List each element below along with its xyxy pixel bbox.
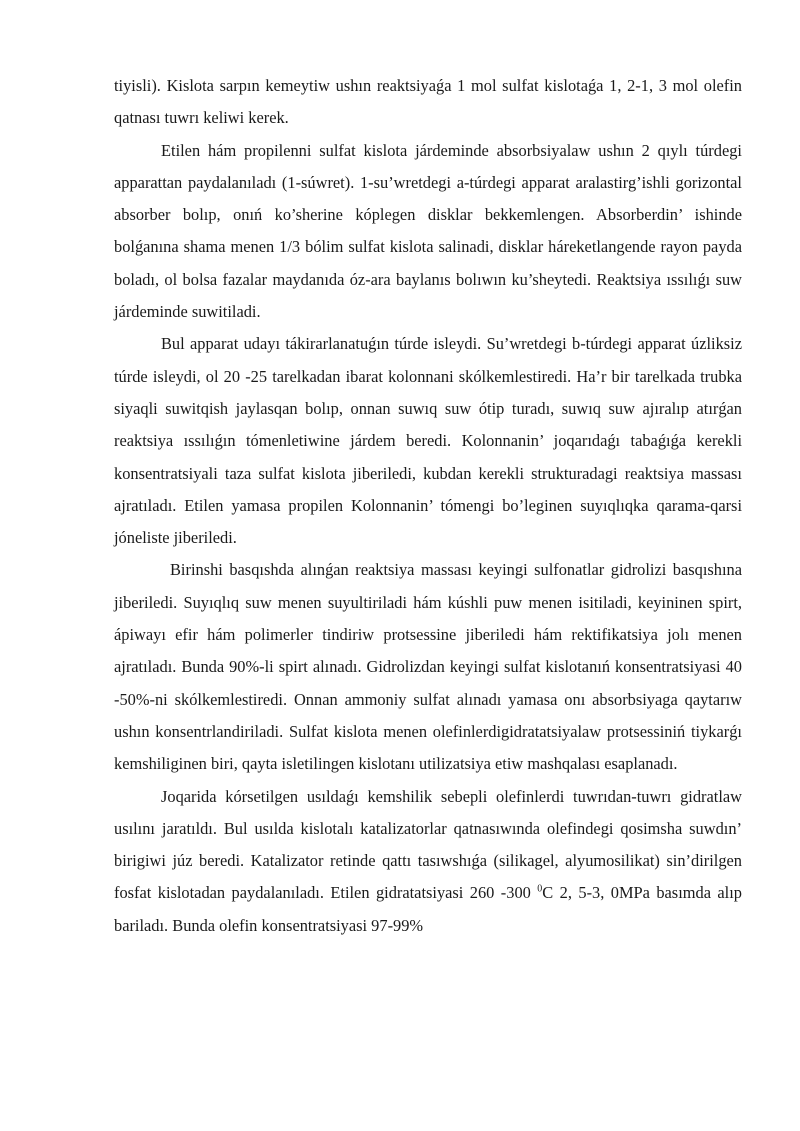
paragraph-3: Bul apparat udayı tákirarlanatuǵın túrde isleydi. Su’wretdegi b-túrdegi apparat úzliksiz túrde isleydi, ol 20 -25 tarelkadan ibarat kolonnani skólkemlestiredi. Ha’r bir tarelkada trubka siyaqli suwitqish jaylasqan bolıp, onnan suwıq suw ótip turadı, suwıq suw ajıralıp atırǵan reaktsiya ıssılıǵın tómenletiwine járdem beredi. Kolonnanin’ joqarıdaǵı tabaǵıǵa kerekli konsentratsiyali taza sulfat kislota jiberiledi, kubdan kerekli strukturadagi reaktsiya massası ajratıladı. Etilen yamasa propilen Kolonnanin’ tómengi bo’leginen suyıqlıqka qarama-qarsi jóneliste jiberiledi. (114, 334, 742, 548)
degree-superscript: 0 (537, 883, 543, 895)
paragraph-4: Birinshi basqıshda alınǵan reaktsiya massası keyingi sulfonatlar gidrolizi basqıshına jiberiledi. Suyıqlıq suw menen suyultiriladi hám kúshli puw menen isitiladi, keyininen spirt, ápiwayı efir hám polimerler tindiriw protsessine jiberiledi hám rektifikatsiya jolı menen ajratıladı. Bunda 90%-li spirt alınadı. Gidrolizdan keyingi sulfat kislotanıń konsentratsiyasi 40 -50%-ni skólkemlestiredi. Onnan ammoniy sulfat alınadı yamasa onı absorbsiyaga qaytarıw ushın konsentrlandiriladi. Sulfat kislota menen olefinlerdigidratatsiyalaw protsessiniń tiykarǵı kemshiliginen biri, qayta isletilingen kislotanı utilizatsiya etiw mashqalası esaplanadı. (114, 560, 742, 774)
paragraph-5-text: Joqarida kórsetilgen usıldaǵı kemshilik sebepli olefinlerdi tuwrıdan-tuwrı gidratlaw usılını jaratıldı. Bul usılda kislotalı katalizatorlar qatnasıwında olefindegi qosimsha suwdın’ birigiwi júz beredi. Katalizator retinde qattı tasıwshıǵa (silikagel, alyumosilikat) sin’dirilgen fosfat kislotadan paydalanıladı. Etilen gidratatsiyasi 260 -300 (114, 786, 742, 903)
paragraph-2: Etilen hám propilenni sulfat kislota járdeminde absorbsiyalaw ushın 2 qıylı túrdegi apparattan paydalanıladı (1-súwret). 1-su’wretdegi a-túrdegi apparat aralastirg’ishli gorizontal absorber bolıp, onıń ko’sherine kóplegen disklar bekkemlengen. Absorberdin’ ishinde bolǵanına shama menen 1/3 bólim sulfat kislota salinadi, disklar háreketlangende rayon payda boladı, ol bolsa fazalar maydanıda óz-ara baylanıs bolıwın ku’sheytedi. Reaktsiya ıssılıǵı suw járdeminde suwitiladi. (114, 140, 742, 322)
document-page (114, 70, 742, 942)
paragraph-5-tail: C 2, 5-3, 0MPa basımda alıp bariladı. Bunda olefin konsentratsiyasi 97-99% (114, 883, 742, 935)
paragraph-1: tiyisli). Kislota sarpın kemeytiw ushın reaktsiyaǵa 1 mol sulfat kislotaǵa 1, 2-1, 3 mol olefin qatnası tuwrı keliwi kerek. (114, 76, 742, 128)
paragraph-5 (114, 781, 742, 942)
